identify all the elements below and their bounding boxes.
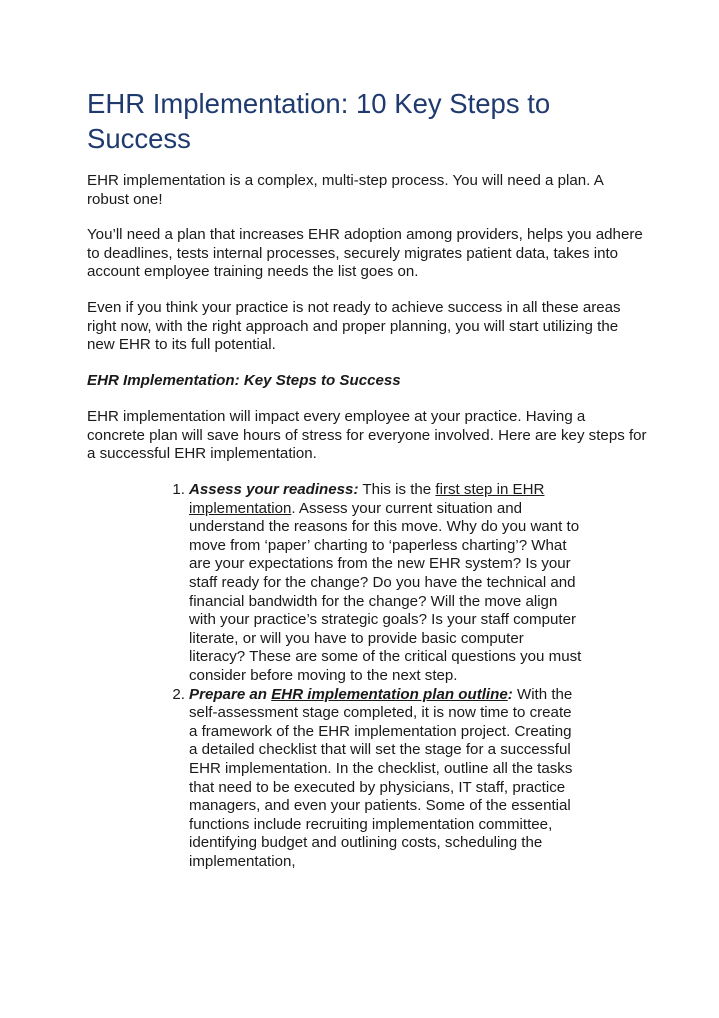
- step-pre-link: This is the: [358, 481, 436, 498]
- plan-paragraph: You’ll need a plan that increases EHR adoption among providers, helps you adhere to deadlines, tests internal processes, securely migrates patient data, takes into account employee training needs the list goes on.: [87, 226, 643, 281]
- intro-paragraph: EHR implementation is a complex, multi-step process. You will need a plan. A robust one!: [87, 172, 603, 208]
- list-item: [163, 686, 583, 872]
- steps-list: [163, 481, 583, 871]
- impact-paragraph: EHR implementation will impact every employee at your practice. Having a concrete plan will save hours of stress for everyone involved. Here are key steps for a successful EHR implementation.: [87, 408, 647, 463]
- implementation-plan-link[interactable]: EHR implementation plan outline: [271, 685, 508, 703]
- step-number: 1.: [172, 481, 185, 498]
- readiness-paragraph: Even if you think your practice is not ready to achieve success in all these areas right now, with the right approach and proper planning, you will start utilizing the new EHR to its full potential.: [87, 299, 621, 354]
- list-item: [163, 481, 583, 686]
- first-step-link[interactable]: first step in EHR implementation: [189, 481, 545, 517]
- step-lead: Assess your readiness:: [189, 481, 359, 498]
- step-body: With the self-assessment stage completed, it is now time to create a framework of the EHR implementation project. Creating a detailed checklist that will set the stage for a successful EHR implementation. In the checklist, outline all the tasks that need to be executed by physicians, IT staff, practice managers, and even your patients. Some of the essential functions include recruiting implementation committee, identifying budget and outlining costs, scheduling the implementation,: [189, 685, 573, 870]
- section-subheading: EHR Implementation: Key Steps to Success: [87, 372, 401, 389]
- step-lead: Prepare an: [189, 685, 272, 703]
- step-body: . Assess your current situation and understand the reasons for this move. Why do you want to move from ‘paper’ charting to ‘paperless charting’? What are your expectations from the new EHR system? Is your staff ready for the change? Do you have the technical and financial bandwidth for the change? Will the move align with your practice’s strategic goals? Is your staff computer literate, or will you have to provide basic computer literacy? These are some of the critical questions you must consider before moving to the next step.: [189, 499, 582, 684]
- step-number: 2.: [172, 685, 185, 703]
- page-title: EHR Implementation: 10 Key Steps to Success: [87, 88, 551, 154]
- step-lead-colon: :: [507, 685, 513, 703]
